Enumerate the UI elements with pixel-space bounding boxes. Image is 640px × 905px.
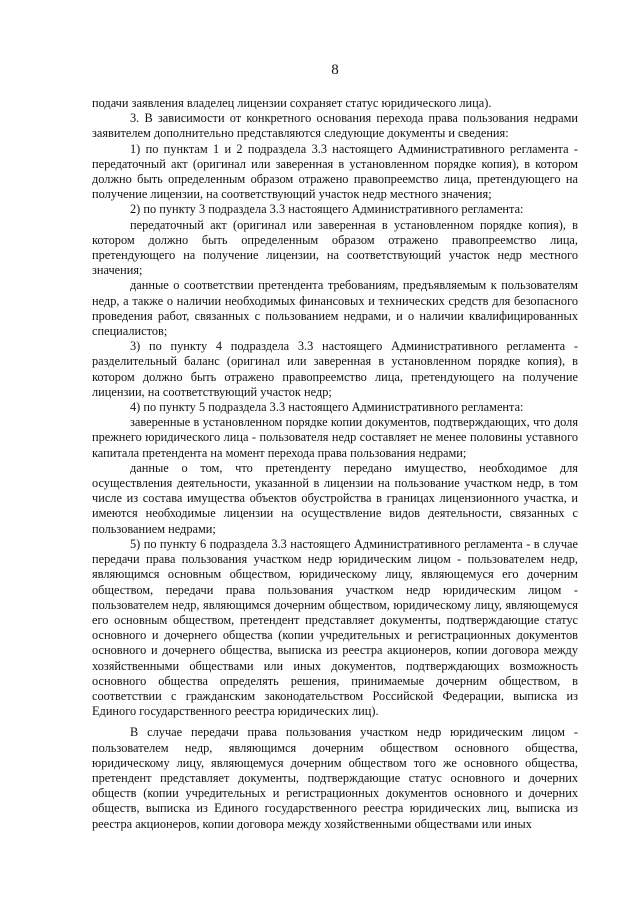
paragraph-11: 5) по пункту 6 подраздела 3.3 настоящего Административного регламента - в случае передачи права пользования участком недр юридическим лицом - пользователем недр, являющимся основным обществом, юридическому лицу, являющемуся его дочерним обществом, передачи права пользования участком недр юридическим лицом - пользователем недр, являющимся дочерним обществом, юридическому лицу, являющемуся его основным обществом, претендент представляет документы, подтверждающие статус основного и дочернего общества (копии учредительных и регистрационных документов основного и дочернего общества, выписка из реестра акционеров, копии договора между хозяйственными обществами или иных документов, подтверждающих возможность основного общества определять решения, принимаемые дочерним обществом, в соответствии с гражданским законодательством Российской Федерации, выписка из Единого государственного реестра юридических лиц). (92, 536, 578, 719)
paragraph-5: передаточный акт (оригинал или заверенная в установленном порядке копия), в котором должно быть определенным образом отражено правопреемство лица, претендующего на получение лицензии, на соответствующий участок недр местного значения; (92, 217, 578, 278)
paragraph-12: В случае передачи права пользования участком недр юридическим лицом - пользователем недр, являющимся дочерним обществом основного общества, юридическому лицу, являющемуся дочерним обществом того же основного общества, претендент представляет документы, подтверждающие статус основного и дочерних обществ (копии учредительных и регистрационных документов основного и дочерних обществ, выписка из Единого государственного реестра юридических лиц, выписка из реестра акционеров, копии договора между хозяйственными обществами или иных (92, 725, 578, 831)
document-body (92, 96, 578, 832)
paragraph-4: 2) по пункту 3 подраздела 3.3 настоящего Административного регламента: (130, 202, 524, 217)
paragraph-10: данные о том, что претенденту передано имущество, необходимое для осуществления деятельности, указанной в лицензии на пользование участком недр, в том числе из состава имущества объектов обустройства в границах лицензионного участка, и имеются необходимые лицензии на осуществление видов деятельности, связанных с пользованием недрами; (92, 460, 578, 536)
paragraph-7: 3) по пункту 4 подраздела 3.3 настоящего Административного регламента - разделительный баланс (оригинал или заверенная в установленном порядке копия), в котором должно быть отражено правопреемство лица, претендующего на получение лицензии, на соответствующий участок недр; (92, 339, 578, 399)
paragraph-8: 4) по пункту 5 подраздела 3.3 настоящего Административного регламента: (130, 400, 524, 415)
paragraph-9: заверенные в установленном порядке копии документов, подтверждающих, что доля прежнего юридического лица - пользователя недр составляет не менее половины уставного капитала претендента на момент перехода права пользования недрами; (92, 415, 578, 460)
paragraph-1: подачи заявления владелец лицензии сохраняет статус юридического лица). (92, 96, 492, 110)
paragraph-2: 3. В зависимости от конкретного основания перехода права пользования недрами заявителем дополнительно представляются следующие документы и сведения: (92, 111, 578, 141)
paragraph-6: данные о соответствии претендента требованиям, предъявляемым к пользователям недр, а также о наличии необходимых финансовых и технических средств для безопасного проведения работ, связанных с пользованием недрами, и о наличии квалифицированных специалистов; (92, 278, 578, 339)
paragraph-3: 1) по пунктам 1 и 2 подраздела 3.3 настоящего Административного регламента - передаточный акт (оригинал или заверенная в установленном порядке копия), в котором должно быть определенным образом отражено правопреемство лица, претендующего на получение лицензии, на соответствующий участок недр местного значения; (92, 141, 578, 202)
page-number: 8 (331, 62, 339, 78)
